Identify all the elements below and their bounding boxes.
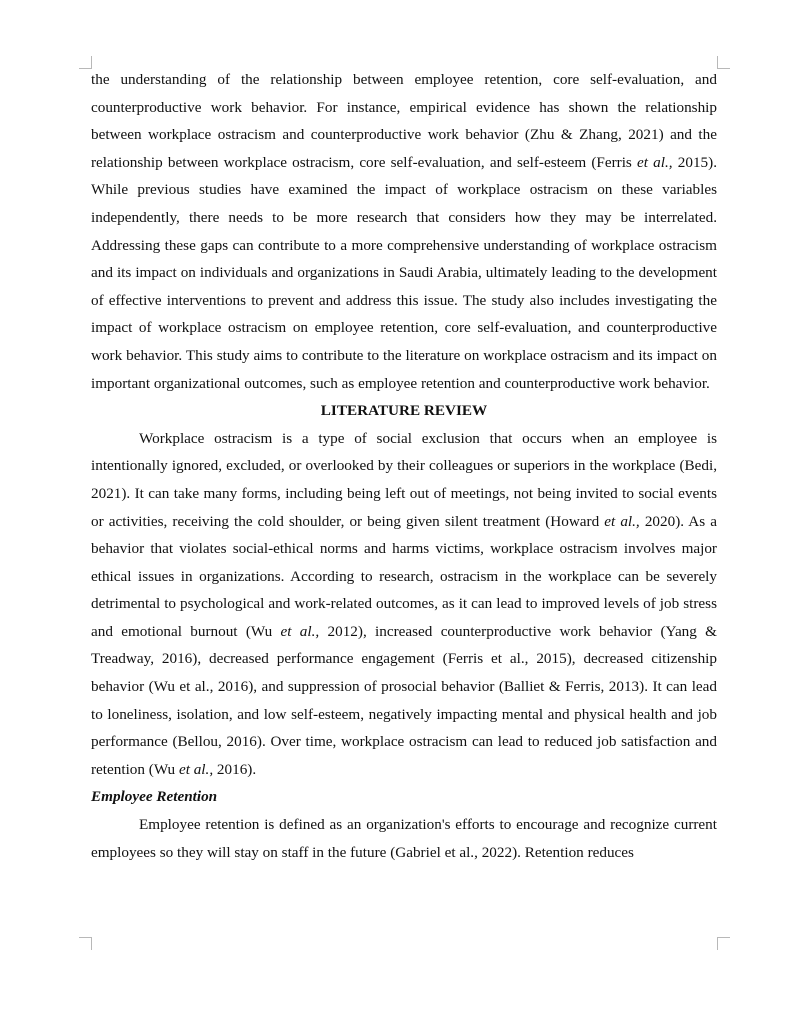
lit-et-al: et al., xyxy=(280,622,320,640)
intro-text-part: 2015). While previous studies have examined the impact of workplace ostracism on these variables independently, there needs to be more research that considers how they may be interrelated. Addressing these gaps can contribute to a more comprehensive understanding of workplace ostracism and its impact on individuals and organizations in Saudi Arabia, ultimately leading to the development of effective interventions to prevent and address this issue. The study also includes investigating the impact of workplace ostracism on employee retention, core self-evaluation, and counterproductive work behavior. This study aims to contribute to the literature on workplace ostracism and its impact on important organizational outcomes, such as employee retention and counterproductive work behavior. xyxy=(91,153,717,392)
intro-text-part: the understanding of the relationship between employee retention, core self-evaluation, and counterproductive work behavior. For instance, empirical evidence has shown the relationship between workplace ostracism and counterproductive work behavior (Zhu & Zhang, 2021) and the relationship between workplace ostracism, core self-evaluation, and self-esteem (Ferris xyxy=(91,71,717,171)
lit-text-part: 2016). xyxy=(213,760,257,778)
lit-text-part: 2020). As a behavior that violates social-ethical norms and harms victims, workplace ostracism involves major ethical issues in organizations. According to research, ostracism in the workplace can be severely detrimental to psychological and work-related outcomes, as it can lead to improved levels of job stress and emotional burnout (Wu xyxy=(91,512,717,640)
margin-corner-mark xyxy=(79,937,92,950)
lit-et-al: et al., xyxy=(604,512,640,530)
retention-text: Employee retention is defined as an organization's efforts to encourage and recognize current employees so they will stay on staff in the future (Gabriel et al., 2022). Retention reduces xyxy=(91,816,717,861)
literature-review-paragraph xyxy=(91,425,717,784)
lit-text-part: 2012), increased counterproductive work behavior (Yang & Treadway, 2016), decreased performance engagement (Ferris et al., 2015), decreased citizenship behavior (Wu et al., 2016), and suppression of prosocial behavior (Balliet & Ferris, 2013). It can lead to loneliness, isolation, and low self-esteem, negatively impacting mental and physical health and job performance (Bellou, 2016). Over time, workplace ostracism can lead to reduced job satisfaction and retention (Wu xyxy=(91,622,717,778)
margin-corner-mark xyxy=(717,56,730,69)
literature-review-heading: LITERATURE REVIEW xyxy=(320,402,488,420)
employee-retention-heading: Employee Retention xyxy=(91,788,218,806)
intro-et-al: et al., xyxy=(637,153,673,171)
intro-paragraph xyxy=(91,66,717,397)
employee-retention-paragraph xyxy=(91,811,717,866)
document-body xyxy=(91,66,717,866)
lit-et-al: et al., xyxy=(178,760,214,778)
margin-corner-mark xyxy=(717,937,730,950)
lit-text-part: Workplace ostracism is a type of social exclusion that occurs when an employee is intentionally ignored, excluded, or overlooked by their colleagues or superiors in the workplace (Bedi, 2021). It can take many forms, including being left out of meetings, not being invited to social events or activities, receiving the cold shoulder, or being given silent treatment (Howard xyxy=(91,429,717,530)
